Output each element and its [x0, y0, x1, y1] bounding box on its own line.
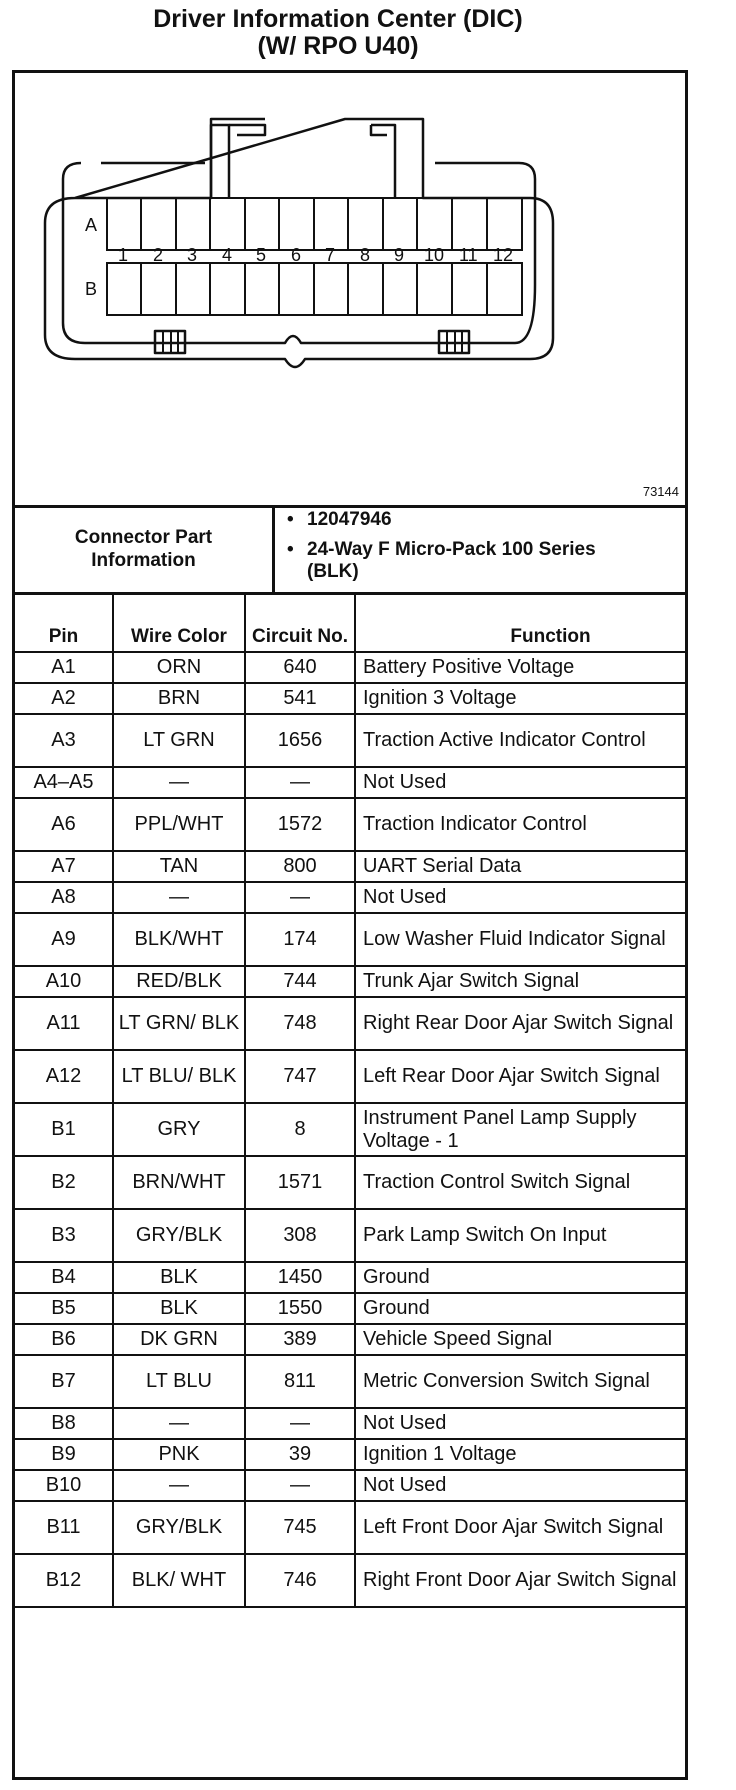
- latch-tab-left: [211, 125, 229, 198]
- wire-color-cell: DK GRN: [113, 1324, 245, 1355]
- table-row: [15, 767, 685, 798]
- pin-cell: A2: [15, 683, 113, 714]
- pin-cell: A1: [15, 652, 113, 683]
- pin-number: 6: [291, 245, 302, 265]
- connector-diagram: [15, 73, 685, 508]
- pin-cell: B6: [15, 1324, 113, 1355]
- wire-color-cell: —: [113, 882, 245, 913]
- table-row: [15, 652, 685, 683]
- circuit-cell: —: [245, 767, 355, 798]
- table-row: [15, 798, 685, 851]
- pin-number: 3: [187, 245, 198, 265]
- function-cell: Right Front Door Ajar Switch Signal: [355, 1554, 685, 1607]
- connector-part-list: [287, 509, 607, 591]
- function-cell: Ground: [355, 1293, 685, 1324]
- function-cell: Not Used: [355, 767, 685, 798]
- wire-color-cell: BLK: [113, 1293, 245, 1324]
- function-cell: Not Used: [355, 1470, 685, 1501]
- wire-color-cell: GRY/BLK: [113, 1501, 245, 1554]
- wire-color-cell: —: [113, 1408, 245, 1439]
- wire-color-cell: LT GRN/ BLK: [113, 997, 245, 1050]
- function-cell: Trunk Ajar Switch Signal: [355, 966, 685, 997]
- pin-number: 11: [459, 245, 478, 265]
- circuit-cell: 1571: [245, 1156, 355, 1209]
- wire-color-cell: ORN: [113, 652, 245, 683]
- table-header-row: [15, 592, 685, 652]
- pin-number: 2: [153, 245, 164, 265]
- table-row: [15, 1156, 685, 1209]
- wire-color-cell: PNK: [113, 1439, 245, 1470]
- wire-color-cell: —: [113, 1470, 245, 1501]
- latch-tab-right: [371, 125, 395, 198]
- function-cell: Instrument Panel Lamp Supply Voltage - 1: [355, 1103, 685, 1156]
- pin-cell: A3: [15, 714, 113, 767]
- page-title: [0, 6, 736, 60]
- function-cell: Traction Active Indicator Control: [355, 714, 685, 767]
- connector-part-label: Connector Part Information: [15, 505, 275, 592]
- row-label-a: A: [85, 215, 98, 235]
- circuit-cell: 39: [245, 1439, 355, 1470]
- circuit-cell: 746: [245, 1554, 355, 1607]
- circuit-cell: 748: [245, 997, 355, 1050]
- pin-number: 5: [256, 245, 267, 265]
- table-row: [15, 966, 685, 997]
- circuit-cell: —: [245, 1470, 355, 1501]
- table-row: [15, 997, 685, 1050]
- header-wire-color: Wire Color: [113, 592, 245, 652]
- header-pin: Pin: [15, 592, 113, 652]
- wire-color-cell: TAN: [113, 851, 245, 882]
- circuit-cell: 640: [245, 652, 355, 683]
- part-number: • 12047946: [287, 509, 607, 531]
- function-cell: Traction Control Switch Signal: [355, 1156, 685, 1209]
- circuit-cell: 811: [245, 1355, 355, 1408]
- circuit-cell: —: [245, 882, 355, 913]
- function-cell: UART Serial Data: [355, 851, 685, 882]
- pin-cell: B9: [15, 1439, 113, 1470]
- pinout-table: [15, 592, 685, 1608]
- part-description: • 24-Way F Micro-Pack 100 Series (BLK): [287, 539, 607, 583]
- pin-cell: B10: [15, 1470, 113, 1501]
- circuit-cell: 1656: [245, 714, 355, 767]
- table-row: [15, 851, 685, 882]
- connector-part-information: [15, 505, 685, 595]
- circuit-cell: 389: [245, 1324, 355, 1355]
- function-cell: Right Rear Door Ajar Switch Signal: [355, 997, 685, 1050]
- function-cell: Left Rear Door Ajar Switch Signal: [355, 1050, 685, 1103]
- header-function: Function: [355, 592, 685, 652]
- table-row: [15, 1103, 685, 1156]
- wire-color-cell: LT BLU/ BLK: [113, 1050, 245, 1103]
- wire-color-cell: BRN/WHT: [113, 1156, 245, 1209]
- pin-number: 9: [394, 245, 405, 265]
- function-cell: Ignition 1 Voltage: [355, 1439, 685, 1470]
- circuit-cell: 174: [245, 913, 355, 966]
- pin-number: 4: [222, 245, 233, 265]
- table-row: [15, 1408, 685, 1439]
- wire-color-cell: BLK/WHT: [113, 913, 245, 966]
- pin-cell: A8: [15, 882, 113, 913]
- header-circuit-no: Circuit No.: [245, 592, 355, 652]
- table-row: [15, 1293, 685, 1324]
- wire-color-cell: GRY/BLK: [113, 1209, 245, 1262]
- wire-color-cell: BRN: [113, 683, 245, 714]
- title-line-1: Driver Information Center (DIC): [153, 5, 523, 33]
- function-cell: Not Used: [355, 882, 685, 913]
- latch-tab-left-top: [229, 125, 265, 135]
- table-row: [15, 1355, 685, 1408]
- pin-cell: A10: [15, 966, 113, 997]
- circuit-cell: 800: [245, 851, 355, 882]
- table-row: [15, 882, 685, 913]
- pin-cell: A12: [15, 1050, 113, 1103]
- wire-color-cell: BLK/ WHT: [113, 1554, 245, 1607]
- function-cell: Left Front Door Ajar Switch Signal: [355, 1501, 685, 1554]
- pin-cell: B3: [15, 1209, 113, 1262]
- wire-color-cell: LT BLU: [113, 1355, 245, 1408]
- connector-outer-shell: [45, 119, 553, 367]
- table-row: [15, 1050, 685, 1103]
- circuit-cell: 745: [245, 1501, 355, 1554]
- pin-cell: A9: [15, 913, 113, 966]
- wire-color-cell: LT GRN: [113, 714, 245, 767]
- wire-color-cell: RED/BLK: [113, 966, 245, 997]
- connector-face-drawing: [15, 73, 685, 505]
- pin-cell: B11: [15, 1501, 113, 1554]
- circuit-cell: 1550: [245, 1293, 355, 1324]
- wire-color-cell: PPL/WHT: [113, 798, 245, 851]
- row-label-b: B: [85, 279, 98, 299]
- circuit-cell: 541: [245, 683, 355, 714]
- function-cell: Low Washer Fluid Indicator Signal: [355, 913, 685, 966]
- pin-cell: B1: [15, 1103, 113, 1156]
- pinout-rows: [15, 652, 685, 1607]
- pin-cell: B4: [15, 1262, 113, 1293]
- function-cell: Vehicle Speed Signal: [355, 1324, 685, 1355]
- table-row: [15, 913, 685, 966]
- pin-cell: B2: [15, 1156, 113, 1209]
- function-cell: Metric Conversion Switch Signal: [355, 1355, 685, 1408]
- pin-number: 7: [325, 245, 336, 265]
- pin-number: 8: [360, 245, 371, 265]
- pin-cell: A11: [15, 997, 113, 1050]
- figure-reference-number: 73144: [642, 484, 679, 499]
- wire-color-cell: —: [113, 767, 245, 798]
- function-cell: Traction Indicator Control: [355, 798, 685, 851]
- circuit-cell: 1450: [245, 1262, 355, 1293]
- function-cell: Ground: [355, 1262, 685, 1293]
- pin-cell: B7: [15, 1355, 113, 1408]
- circuit-cell: 744: [245, 966, 355, 997]
- circuit-cell: 8: [245, 1103, 355, 1156]
- table-row: [15, 1439, 685, 1470]
- table-row: [15, 714, 685, 767]
- pin-cell: B5: [15, 1293, 113, 1324]
- table-row: [15, 1554, 685, 1607]
- wire-color-cell: BLK: [113, 1262, 245, 1293]
- pin-cell: A7: [15, 851, 113, 882]
- circuit-cell: 747: [245, 1050, 355, 1103]
- pin-cell: B8: [15, 1408, 113, 1439]
- pin-cell: B12: [15, 1554, 113, 1607]
- pin-cell: A6: [15, 798, 113, 851]
- table-row: [15, 1262, 685, 1293]
- pin-number: 10: [424, 245, 445, 265]
- table-row: [15, 1324, 685, 1355]
- circuit-cell: 308: [245, 1209, 355, 1262]
- pin-number: 1: [118, 245, 129, 265]
- function-cell: Park Lamp Switch On Input: [355, 1209, 685, 1262]
- wire-color-cell: GRY: [113, 1103, 245, 1156]
- function-cell: Ignition 3 Voltage: [355, 683, 685, 714]
- pin-number: 12: [493, 245, 514, 265]
- pin-cell: A4–A5: [15, 767, 113, 798]
- table-row: [15, 1501, 685, 1554]
- table-row: [15, 1470, 685, 1501]
- circuit-cell: —: [245, 1408, 355, 1439]
- table-row: [15, 1209, 685, 1262]
- connector-sheet: [12, 70, 688, 1780]
- circuit-cell: 1572: [245, 798, 355, 851]
- function-cell: Battery Positive Voltage: [355, 652, 685, 683]
- function-cell: Not Used: [355, 1408, 685, 1439]
- title-line-2: (W/ RPO U40): [257, 32, 419, 60]
- table-row: [15, 683, 685, 714]
